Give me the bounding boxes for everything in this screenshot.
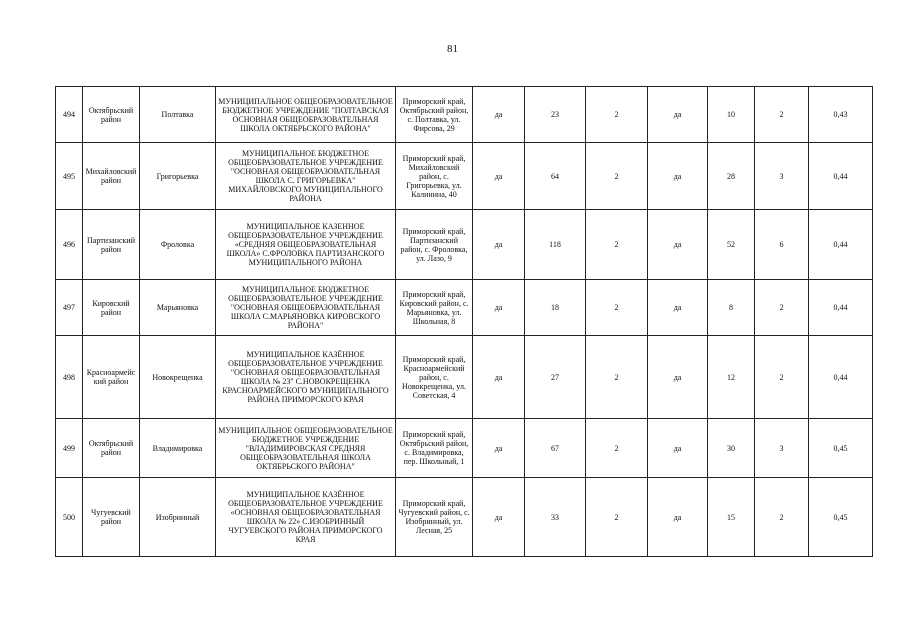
row-number: 495	[56, 143, 83, 210]
locality-cell: Новокрещенка	[140, 336, 216, 419]
address-cell: Приморский край, Октябрьский район, с. Владимировка, пер. Школьный, 1	[396, 419, 473, 478]
table-row	[56, 478, 873, 557]
locality-cell: Полтавка	[140, 87, 216, 143]
value2-cell: 2	[586, 419, 648, 478]
flag2-cell: да	[648, 280, 708, 336]
value2-cell: 2	[586, 87, 648, 143]
school-name-cell: МУНИЦИПАЛЬНОЕ КАЗЁННОЕ ОБЩЕОБРАЗОВАТЕЛЬНОЕ УЧРЕЖДЕНИЕ "ОСНОВНАЯ ОБЩЕОБРАЗОВАТЕЛЬНАЯ ШКОЛА № 23" С.НОВОКРЕЩЕНКА КРАСНОАРМЕЙСКОГО МУНИЦИПАЛЬНОГО РАЙОНА ПРИМОРСКОГО КРАЯ	[216, 336, 396, 419]
value2-cell: 2	[586, 336, 648, 419]
district-cell: Чугуевский район	[83, 478, 140, 557]
value2-cell: 2	[586, 478, 648, 557]
value2-cell: 2	[586, 210, 648, 280]
locality-cell: Владимировка	[140, 419, 216, 478]
value2-cell: 2	[586, 280, 648, 336]
row-number: 499	[56, 419, 83, 478]
value4-cell: 2	[755, 87, 809, 143]
locality-cell: Изобринный	[140, 478, 216, 557]
value3-cell: 12	[708, 336, 755, 419]
locality-cell: Григорьевка	[140, 143, 216, 210]
flag1-cell: да	[473, 143, 525, 210]
row-number: 497	[56, 280, 83, 336]
school-name-cell: МУНИЦИПАЛЬНОЕ КАЗЕННОЕ ОБЩЕОБРАЗОВАТЕЛЬНОЕ УЧРЕЖДЕНИЕ «СРЕДНЯЯ ОБЩЕОБРАЗОВАТЕЛЬНАЯ ШКОЛА» С.ФРОЛОВКА ПАРТИЗАНСКОГО МУНИЦИПАЛЬНОГО РАЙОНА	[216, 210, 396, 280]
value3-cell: 8	[708, 280, 755, 336]
value1-cell: 18	[525, 280, 586, 336]
value3-cell: 15	[708, 478, 755, 557]
value1-cell: 64	[525, 143, 586, 210]
value1-cell: 27	[525, 336, 586, 419]
value3-cell: 28	[708, 143, 755, 210]
flag1-cell: да	[473, 478, 525, 557]
ratio-cell: 0,44	[809, 336, 873, 419]
ratio-cell: 0,45	[809, 478, 873, 557]
flag2-cell: да	[648, 143, 708, 210]
table-row	[56, 419, 873, 478]
flag1-cell: да	[473, 280, 525, 336]
value4-cell: 3	[755, 419, 809, 478]
row-number: 500	[56, 478, 83, 557]
ratio-cell: 0,44	[809, 143, 873, 210]
address-cell: Приморский край, Октябрьский район, с. Полтавка, ул. Фирсова, 29	[396, 87, 473, 143]
row-number: 494	[56, 87, 83, 143]
locality-cell: Марьяновка	[140, 280, 216, 336]
address-cell: Приморский край, Красноармейский район, с. Новокрещенка, ул. Советская, 4	[396, 336, 473, 419]
value1-cell: 33	[525, 478, 586, 557]
ratio-cell: 0,45	[809, 419, 873, 478]
school-name-cell: МУНИЦИПАЛЬНОЕ БЮДЖЕТНОЕ ОБЩЕОБРАЗОВАТЕЛЬНОЕ УЧРЕЖДЕНИЕ "ОСНОВНАЯ ОБЩЕОБРАЗОВАТЕЛЬНАЯ ШКОЛА С.МАРЬЯНОВКА КИРОВСКОГО РАЙОНА"	[216, 280, 396, 336]
flag1-cell: да	[473, 336, 525, 419]
address-cell: Приморский край, Михайловский район, с. Григорьевка, ул. Калинина, 40	[396, 143, 473, 210]
flag1-cell: да	[473, 87, 525, 143]
district-cell: Октябрьский район	[83, 87, 140, 143]
value4-cell: 2	[755, 478, 809, 557]
address-cell: Приморский край, Чугуевский район, с. Изобринный, ул. Лесная, 25	[396, 478, 473, 557]
district-cell: Октябрьский район	[83, 419, 140, 478]
address-cell: Приморский край, Партизанский район, с. Фроловка, ул. Лазо, 9	[396, 210, 473, 280]
value2-cell: 2	[586, 143, 648, 210]
flag2-cell: да	[648, 210, 708, 280]
school-name-cell: МУНИЦИПАЛЬНОЕ БЮДЖЕТНОЕ ОБЩЕОБРАЗОВАТЕЛЬНОЕ УЧРЕЖДЕНИЕ "ОСНОВНАЯ ОБЩЕОБРАЗОВАТЕЛЬНАЯ ШКОЛА С. ГРИГОРЬЕВКА" МИХАЙЛОВСКОГО МУНИЦИПАЛЬНОГО РАЙОНА	[216, 143, 396, 210]
value4-cell: 2	[755, 280, 809, 336]
flag2-cell: да	[648, 87, 708, 143]
address-cell: Приморский край, Кировский район, с. Марьяновка, ул. Школьная, 8	[396, 280, 473, 336]
table-row	[56, 143, 873, 210]
ratio-cell: 0,44	[809, 210, 873, 280]
row-number: 498	[56, 336, 83, 419]
flag1-cell: да	[473, 210, 525, 280]
table-body	[56, 87, 873, 557]
locality-cell: Фроловка	[140, 210, 216, 280]
row-number: 496	[56, 210, 83, 280]
flag2-cell: да	[648, 419, 708, 478]
table-row	[56, 336, 873, 419]
flag1-cell: да	[473, 419, 525, 478]
value3-cell: 30	[708, 419, 755, 478]
flag2-cell: да	[648, 336, 708, 419]
table-row	[56, 280, 873, 336]
district-cell: Красноармейский район	[83, 336, 140, 419]
flag2-cell: да	[648, 478, 708, 557]
value4-cell: 3	[755, 143, 809, 210]
value3-cell: 52	[708, 210, 755, 280]
schools-table	[55, 86, 873, 557]
page-number: 81	[447, 43, 458, 55]
district-cell: Михайловский район	[83, 143, 140, 210]
table-row	[56, 210, 873, 280]
value4-cell: 2	[755, 336, 809, 419]
value3-cell: 10	[708, 87, 755, 143]
value4-cell: 6	[755, 210, 809, 280]
value1-cell: 67	[525, 419, 586, 478]
district-cell: Партизанский район	[83, 210, 140, 280]
value1-cell: 118	[525, 210, 586, 280]
school-name-cell: МУНИЦИПАЛЬНОЕ ОБЩЕОБРАЗОВАТЕЛЬНОЕ БЮДЖЕТНОЕ УЧРЕЖДЕНИЕ "ПОЛТАВСКАЯ ОСНОВНАЯ ОБЩЕОБРАЗОВАТЕЛЬНАЯ ШКОЛА ОКТЯБРЬСКОГО РАЙОНА"	[216, 87, 396, 143]
school-name-cell: МУНИЦИПАЛЬНОЕ КАЗЁННОЕ ОБЩЕОБРАЗОВАТЕЛЬНОЕ УЧРЕЖДЕНИЕ «ОСНОВНАЯ ОБЩЕОБРАЗОВАТЕЛЬНАЯ ШКОЛА № 22» С.ИЗОБРИННЫЙ ЧУГУЕВСКОГО РАЙОНА ПРИМОРСКОГО КРАЯ	[216, 478, 396, 557]
ratio-cell: 0,43	[809, 87, 873, 143]
district-cell: Кировский район	[83, 280, 140, 336]
school-name-cell: МУНИЦИПАЛЬНОЕ ОБЩЕОБРАЗОВАТЕЛЬНОЕ БЮДЖЕТНОЕ УЧРЕЖДЕНИЕ "ВЛАДИМИРОВСКАЯ СРЕДНЯЯ ОБЩЕОБРАЗОВАТЕЛЬНАЯ ШКОЛА ОКТЯБРЬСКОГО РАЙОНА"	[216, 419, 396, 478]
ratio-cell: 0,44	[809, 280, 873, 336]
table-row	[56, 87, 873, 143]
value1-cell: 23	[525, 87, 586, 143]
